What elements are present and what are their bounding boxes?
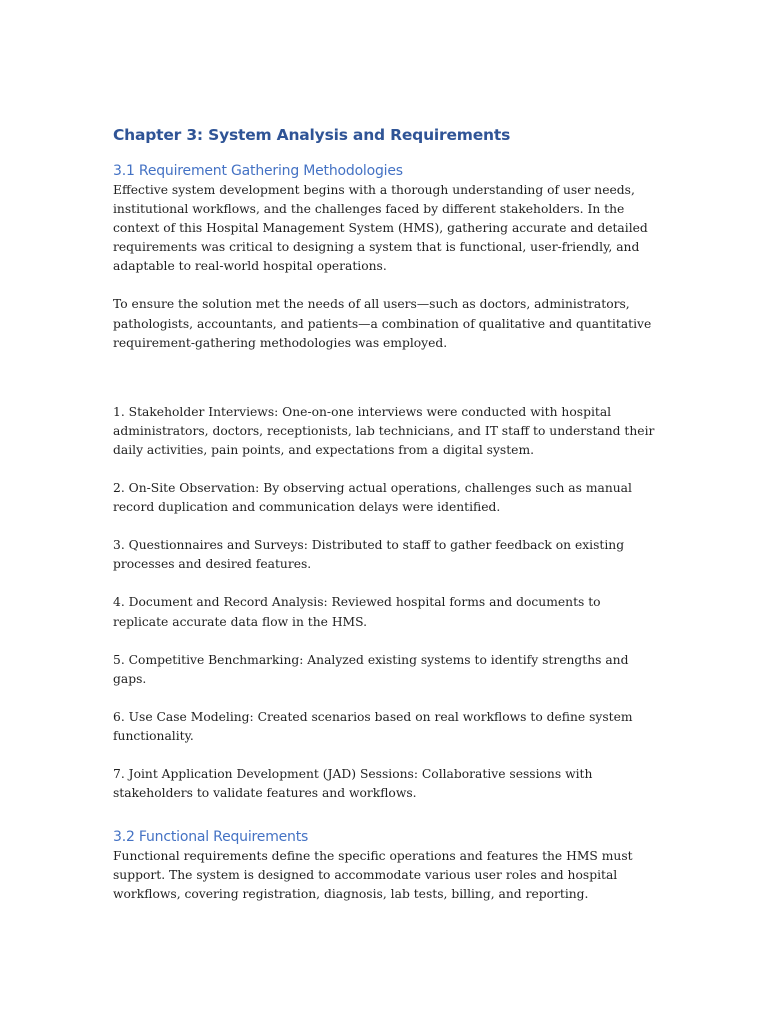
method-item-benchmarking: 5. Competitive Benchmarking: Analyzed existing systems to identify strengths and gaps. <box>113 652 629 686</box>
method-item-jad-sessions: 7. Joint Application Development (JAD) Sessions: Collaborative sessions with stakeholders to validate features and workflows. <box>113 766 593 801</box>
chapter-title: Chapter 3: System Analysis and Requirements <box>113 126 511 144</box>
method-item-on-site-observation: 2. On-Site Observation: By observing actual operations, challenges such as manual record duplication and communication delays were identified. <box>113 481 632 515</box>
method-item-questionnaires: 3. Questionnaires and Surveys: Distributed to staff to gather feedback on existing processes and desired features. <box>113 538 625 572</box>
method-item-document-analysis: 4. Document and Record Analysis: Reviewed hospital forms and documents to replicate accurate data flow in the HMS. <box>113 595 601 629</box>
paragraph-methodologies: To ensure the solution met the needs of all users—such as doctors, administrators, pathologists, accountants, and patients—a combination of qualitative and quantitative requirement-gathering methodologies was employed. <box>113 297 652 350</box>
method-item-stakeholder-interviews: 1. Stakeholder Interviews: One-on-one interviews were conducted with hospital administrators, doctors, receptionists, lab technicians, and IT staff to understand their daily activities, pain points, and expectations from a digital system. <box>113 404 655 457</box>
section-title-requirement-gathering: 3.1 Requirement Gathering Methodologies <box>113 163 403 179</box>
paragraph-intro: Effective system development begins with a thorough understanding of user needs, institutional workflows, and the challenges faced by different stakeholders. In the context of this Hospital Management System (HMS), gathering accurate and detailed requirements was critical to designing a system that is functional, user-friendly, and adaptable to real-world hospital operations. <box>113 183 648 274</box>
method-item-use-case-modeling: 6. Use Case Modeling: Created scenarios based on real workflows to define system functionality. <box>113 709 633 743</box>
section-title-functional-requirements: 3.2 Functional Requirements <box>113 829 309 846</box>
document-body <box>113 124 658 904</box>
paragraph-functional-requirements: Functional requirements define the specific operations and features the HMS must support. The system is designed to accommodate various user roles and hospital workflows, covering registration, diagnosis, lab tests, billing, and reporting. <box>113 849 633 902</box>
